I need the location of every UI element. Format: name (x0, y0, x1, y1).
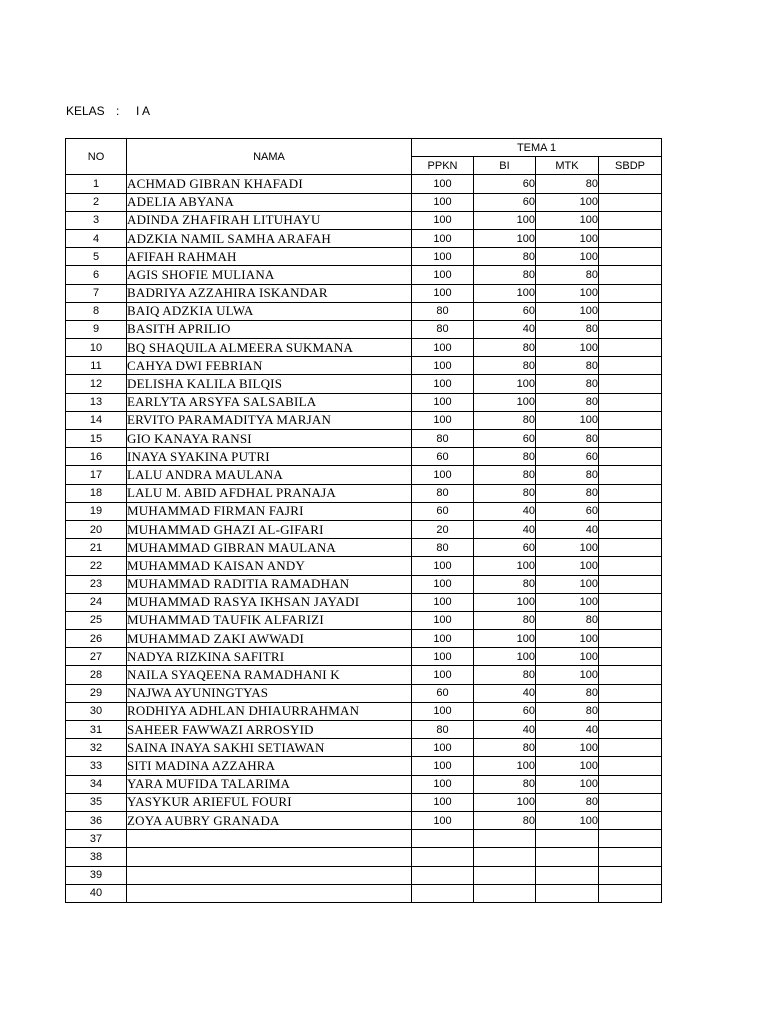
student-name: AGIS SHOFIE MULIANA (127, 266, 412, 284)
score-ppkn: 100 (412, 175, 474, 193)
score-ppkn: 80 (412, 539, 474, 557)
student-name: YARA MUFIDA TALARIMA (127, 775, 412, 793)
score-sbdp (599, 448, 662, 466)
table-row (66, 848, 662, 866)
student-name: NADYA RIZKINA SAFITRI (127, 648, 412, 666)
score-ppkn (412, 830, 474, 848)
table-row (66, 448, 662, 466)
student-name: BAIQ ADZKIA ULWA (127, 302, 412, 320)
score-sbdp (599, 884, 662, 902)
score-mtk: 100 (536, 411, 599, 429)
student-name: SAHEER FAWWAZI ARROSYID (127, 721, 412, 739)
student-name: MUHAMMAD FIRMAN FAJRI (127, 502, 412, 520)
table-row (66, 575, 662, 593)
score-mtk: 80 (536, 611, 599, 629)
student-name: EARLYTA ARSYFA SALSABILA (127, 393, 412, 411)
score-bi: 100 (474, 229, 536, 247)
score-ppkn: 100 (412, 375, 474, 393)
score-mtk: 100 (536, 575, 599, 593)
table-row (66, 793, 662, 811)
score-bi: 40 (474, 320, 536, 338)
score-sbdp (599, 357, 662, 375)
table-row (66, 702, 662, 720)
score-mtk: 100 (536, 229, 599, 247)
score-sbdp (599, 648, 662, 666)
score-ppkn: 100 (412, 466, 474, 484)
score-ppkn: 100 (412, 811, 474, 829)
score-sbdp (599, 666, 662, 684)
row-number: 24 (66, 593, 127, 611)
score-sbdp (599, 229, 662, 247)
row-number: 3 (66, 211, 127, 229)
row-number: 28 (66, 666, 127, 684)
score-mtk: 80 (536, 430, 599, 448)
table-row (66, 266, 662, 284)
score-bi: 100 (474, 757, 536, 775)
score-sbdp (599, 248, 662, 266)
table-row (66, 884, 662, 902)
student-name: SITI MADINA AZZAHRA (127, 757, 412, 775)
score-bi: 60 (474, 702, 536, 720)
row-number: 17 (66, 466, 127, 484)
row-number: 37 (66, 830, 127, 848)
score-bi: 60 (474, 302, 536, 320)
table-row (66, 811, 662, 829)
row-number: 32 (66, 739, 127, 757)
score-bi: 100 (474, 284, 536, 302)
row-number: 16 (66, 448, 127, 466)
score-ppkn: 60 (412, 502, 474, 520)
student-name: AFIFAH RAHMAH (127, 248, 412, 266)
column-header-mtk: MTK (536, 157, 599, 175)
row-number: 23 (66, 575, 127, 593)
score-bi: 100 (474, 557, 536, 575)
score-sbdp (599, 575, 662, 593)
student-name: ADINDA ZHAFIRAH LITUHAYU (127, 211, 412, 229)
row-number: 20 (66, 520, 127, 538)
score-sbdp (599, 484, 662, 502)
class-label: KELAS (66, 104, 105, 118)
score-bi: 80 (474, 775, 536, 793)
student-name: MUHAMMAD RADITIA RAMADHAN (127, 575, 412, 593)
student-name: ERVITO PARAMADITYA MARJAN (127, 411, 412, 429)
score-sbdp (599, 393, 662, 411)
row-number: 14 (66, 411, 127, 429)
row-number: 8 (66, 302, 127, 320)
score-ppkn: 100 (412, 630, 474, 648)
score-mtk: 100 (536, 666, 599, 684)
student-name: CAHYA DWI FEBRIAN (127, 357, 412, 375)
score-mtk: 100 (536, 775, 599, 793)
score-ppkn: 100 (412, 593, 474, 611)
table-row (66, 411, 662, 429)
row-number: 5 (66, 248, 127, 266)
row-number: 1 (66, 175, 127, 193)
score-bi: 80 (474, 357, 536, 375)
score-ppkn: 100 (412, 757, 474, 775)
score-mtk: 100 (536, 248, 599, 266)
score-ppkn (412, 866, 474, 884)
row-number: 11 (66, 357, 127, 375)
score-mtk: 100 (536, 211, 599, 229)
table-body (66, 175, 662, 903)
score-bi (474, 848, 536, 866)
student-name: MUHAMMAD GIBRAN MAULANA (127, 539, 412, 557)
score-bi: 80 (474, 739, 536, 757)
score-bi: 80 (474, 666, 536, 684)
score-ppkn: 100 (412, 266, 474, 284)
score-ppkn: 100 (412, 575, 474, 593)
score-mtk: 80 (536, 393, 599, 411)
score-mtk: 60 (536, 502, 599, 520)
table-row (66, 684, 662, 702)
score-bi: 80 (474, 484, 536, 502)
score-mtk: 100 (536, 811, 599, 829)
table-row (66, 502, 662, 520)
table-row (66, 775, 662, 793)
row-number: 27 (66, 648, 127, 666)
score-bi: 100 (474, 593, 536, 611)
row-number: 22 (66, 557, 127, 575)
table-row (66, 648, 662, 666)
score-ppkn: 60 (412, 684, 474, 702)
score-bi: 100 (474, 793, 536, 811)
score-sbdp (599, 793, 662, 811)
score-bi: 40 (474, 502, 536, 520)
score-ppkn: 80 (412, 721, 474, 739)
score-sbdp (599, 284, 662, 302)
student-name: RODHIYA ADHLAN DHIAURRAHMAN (127, 702, 412, 720)
score-sbdp (599, 193, 662, 211)
score-mtk: 80 (536, 793, 599, 811)
score-mtk (536, 830, 599, 848)
student-name: BQ SHAQUILA ALMEERA SUKMANA (127, 339, 412, 357)
table-row (66, 593, 662, 611)
score-bi (474, 866, 536, 884)
row-number: 4 (66, 229, 127, 247)
score-ppkn: 100 (412, 211, 474, 229)
table-row (66, 302, 662, 320)
score-mtk: 80 (536, 375, 599, 393)
score-bi: 100 (474, 375, 536, 393)
table-row (66, 357, 662, 375)
score-ppkn: 100 (412, 284, 474, 302)
score-mtk: 40 (536, 520, 599, 538)
score-mtk: 80 (536, 320, 599, 338)
table-row (66, 539, 662, 557)
student-name: MUHAMMAD GHAZI AL-GIFARI (127, 520, 412, 538)
score-ppkn (412, 848, 474, 866)
score-mtk: 80 (536, 484, 599, 502)
score-mtk: 80 (536, 466, 599, 484)
score-mtk: 100 (536, 648, 599, 666)
class-value: I A (136, 104, 151, 118)
table-row (66, 721, 662, 739)
row-number: 18 (66, 484, 127, 502)
score-ppkn: 100 (412, 557, 474, 575)
score-sbdp (599, 266, 662, 284)
score-bi: 80 (474, 339, 536, 357)
score-bi: 80 (474, 411, 536, 429)
score-ppkn: 100 (412, 793, 474, 811)
score-mtk: 100 (536, 339, 599, 357)
score-bi: 40 (474, 520, 536, 538)
score-sbdp (599, 848, 662, 866)
student-name: YASYKUR ARIEFUL FOURI (127, 793, 412, 811)
score-bi: 80 (474, 248, 536, 266)
row-number: 35 (66, 793, 127, 811)
table-row (66, 339, 662, 357)
row-number: 15 (66, 430, 127, 448)
row-number: 40 (66, 884, 127, 902)
score-sbdp (599, 866, 662, 884)
row-number: 29 (66, 684, 127, 702)
student-name (127, 830, 412, 848)
grade-table (65, 138, 662, 903)
row-number: 36 (66, 811, 127, 829)
score-bi: 80 (474, 611, 536, 629)
row-number: 25 (66, 611, 127, 629)
table-row (66, 611, 662, 629)
score-sbdp (599, 411, 662, 429)
score-sbdp (599, 593, 662, 611)
student-name: NAJWA AYUNINGTYAS (127, 684, 412, 702)
score-ppkn: 100 (412, 702, 474, 720)
student-name (127, 866, 412, 884)
score-ppkn: 100 (412, 393, 474, 411)
student-name: LALU M. ABID AFDHAL PRANAJA (127, 484, 412, 502)
score-sbdp (599, 375, 662, 393)
table-row (66, 211, 662, 229)
row-number: 33 (66, 757, 127, 775)
student-name: ZOYA AUBRY GRANADA (127, 811, 412, 829)
score-sbdp (599, 320, 662, 338)
row-number: 34 (66, 775, 127, 793)
row-number: 13 (66, 393, 127, 411)
score-ppkn: 100 (412, 666, 474, 684)
student-name: INAYA SYAKINA PUTRI (127, 448, 412, 466)
score-bi: 60 (474, 539, 536, 557)
column-header-nama: NAMA (127, 139, 412, 175)
score-mtk: 80 (536, 357, 599, 375)
score-mtk: 60 (536, 448, 599, 466)
score-mtk: 80 (536, 175, 599, 193)
score-sbdp (599, 430, 662, 448)
row-number: 39 (66, 866, 127, 884)
score-mtk: 100 (536, 593, 599, 611)
score-bi (474, 884, 536, 902)
score-mtk: 100 (536, 193, 599, 211)
student-name: MUHAMMAD KAISAN ANDY (127, 557, 412, 575)
score-ppkn: 80 (412, 430, 474, 448)
class-colon: : (116, 104, 120, 118)
score-bi: 100 (474, 393, 536, 411)
score-bi: 60 (474, 175, 536, 193)
row-number: 38 (66, 848, 127, 866)
row-number: 2 (66, 193, 127, 211)
student-name: ADELIA ABYANA (127, 193, 412, 211)
row-number: 7 (66, 284, 127, 302)
table-row (66, 739, 662, 757)
student-name: BADRIYA AZZAHIRA ISKANDAR (127, 284, 412, 302)
column-header-no: NO (66, 139, 127, 175)
score-ppkn: 80 (412, 302, 474, 320)
student-name: DELISHA KALILA BILQIS (127, 375, 412, 393)
score-ppkn: 100 (412, 339, 474, 357)
score-ppkn: 100 (412, 739, 474, 757)
table-row (66, 866, 662, 884)
score-mtk: 100 (536, 757, 599, 775)
score-mtk: 100 (536, 630, 599, 648)
score-mtk: 80 (536, 684, 599, 702)
score-bi: 60 (474, 430, 536, 448)
student-name: ADZKIA NAMIL SAMHA ARAFAH (127, 229, 412, 247)
score-sbdp (599, 684, 662, 702)
row-number: 10 (66, 339, 127, 357)
header-row-1 (66, 139, 662, 157)
score-sbdp (599, 539, 662, 557)
column-header-bi: BI (474, 157, 536, 175)
score-mtk: 80 (536, 702, 599, 720)
score-sbdp (599, 702, 662, 720)
table-row (66, 830, 662, 848)
table-row (66, 430, 662, 448)
row-number: 30 (66, 702, 127, 720)
score-sbdp (599, 520, 662, 538)
score-ppkn: 80 (412, 484, 474, 502)
score-bi: 80 (474, 575, 536, 593)
score-ppkn: 100 (412, 648, 474, 666)
student-name: BASITH APRILIO (127, 320, 412, 338)
score-mtk: 100 (536, 739, 599, 757)
score-sbdp (599, 775, 662, 793)
row-number: 26 (66, 630, 127, 648)
student-name: SAINA INAYA SAKHI SETIAWAN (127, 739, 412, 757)
score-sbdp (599, 757, 662, 775)
score-bi: 80 (474, 466, 536, 484)
student-name: MUHAMMAD RASYA IKHSAN JAYADI (127, 593, 412, 611)
table-row (66, 757, 662, 775)
table-row (66, 520, 662, 538)
score-sbdp (599, 721, 662, 739)
score-bi: 80 (474, 266, 536, 284)
score-sbdp (599, 466, 662, 484)
score-mtk: 100 (536, 539, 599, 557)
table-row (66, 229, 662, 247)
score-mtk (536, 884, 599, 902)
row-number: 6 (66, 266, 127, 284)
score-mtk: 100 (536, 284, 599, 302)
student-name: NAILA SYAQEENA RAMADHANI K (127, 666, 412, 684)
score-bi: 40 (474, 684, 536, 702)
score-sbdp (599, 811, 662, 829)
row-number: 31 (66, 721, 127, 739)
score-sbdp (599, 830, 662, 848)
student-name (127, 848, 412, 866)
score-sbdp (599, 557, 662, 575)
score-bi: 80 (474, 811, 536, 829)
student-name: MUHAMMAD TAUFIK ALFARIZI (127, 611, 412, 629)
score-sbdp (599, 302, 662, 320)
row-number: 19 (66, 502, 127, 520)
table-row (66, 284, 662, 302)
table-row (66, 393, 662, 411)
table-row (66, 375, 662, 393)
score-bi: 40 (474, 721, 536, 739)
score-sbdp (599, 211, 662, 229)
table-row (66, 557, 662, 575)
student-name: GIO KANAYA RANSI (127, 430, 412, 448)
row-number: 21 (66, 539, 127, 557)
score-bi: 80 (474, 448, 536, 466)
score-ppkn: 100 (412, 411, 474, 429)
score-ppkn: 100 (412, 193, 474, 211)
score-sbdp (599, 339, 662, 357)
student-name: ACHMAD GIBRAN KHAFADI (127, 175, 412, 193)
score-ppkn (412, 884, 474, 902)
score-ppkn: 100 (412, 611, 474, 629)
column-header-tema: TEMA 1 (412, 139, 662, 157)
table-row (66, 466, 662, 484)
score-ppkn: 60 (412, 448, 474, 466)
score-bi: 100 (474, 630, 536, 648)
student-name: LALU ANDRA MAULANA (127, 466, 412, 484)
table-row (66, 193, 662, 211)
score-sbdp (599, 611, 662, 629)
score-sbdp (599, 739, 662, 757)
score-sbdp (599, 175, 662, 193)
score-mtk (536, 866, 599, 884)
score-bi (474, 830, 536, 848)
score-bi: 60 (474, 193, 536, 211)
score-bi: 100 (474, 211, 536, 229)
score-ppkn: 100 (412, 229, 474, 247)
column-header-ppkn: PPKN (412, 157, 474, 175)
score-mtk: 80 (536, 266, 599, 284)
class-header (66, 104, 150, 118)
table-row (66, 320, 662, 338)
score-ppkn: 100 (412, 357, 474, 375)
score-ppkn: 100 (412, 248, 474, 266)
score-ppkn: 20 (412, 520, 474, 538)
table-row (66, 248, 662, 266)
table-row (66, 630, 662, 648)
score-mtk (536, 848, 599, 866)
table-row (66, 175, 662, 193)
student-name: MUHAMMAD ZAKI AWWADI (127, 630, 412, 648)
table-row (66, 484, 662, 502)
score-mtk: 40 (536, 721, 599, 739)
row-number: 12 (66, 375, 127, 393)
score-sbdp (599, 630, 662, 648)
score-mtk: 100 (536, 302, 599, 320)
row-number: 9 (66, 320, 127, 338)
score-ppkn: 100 (412, 775, 474, 793)
column-header-sbdp: SBDP (599, 157, 662, 175)
score-ppkn: 80 (412, 320, 474, 338)
student-name (127, 884, 412, 902)
table-row (66, 666, 662, 684)
score-mtk: 100 (536, 557, 599, 575)
score-bi: 100 (474, 648, 536, 666)
score-sbdp (599, 502, 662, 520)
